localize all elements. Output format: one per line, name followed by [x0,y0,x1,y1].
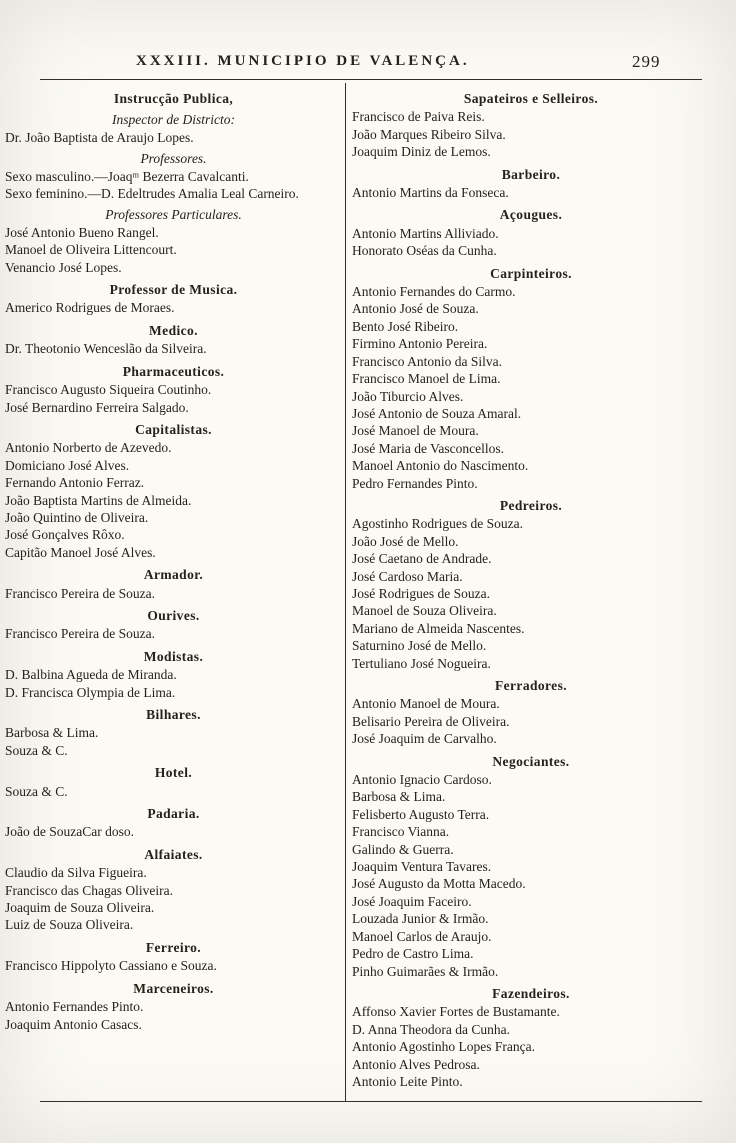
directory-entry: Galindo & Guerra. [352,841,454,857]
directory-entry: Antonio Leite Pinto. [352,1073,463,1089]
directory-entry: Mariano de Almeida Nascentes. [352,620,525,636]
directory-entry: D. Francisca Olympia de Lima. [5,684,176,700]
directory-entry: Pedro de Castro Lima. [352,946,474,962]
section-heading: Bilhares. [146,707,201,722]
directory-entry: José Caetano de Andrade. [352,551,492,567]
directory-entry: João Tiburcio Alves. [352,388,464,404]
directory-entry: Barbosa & Lima. [352,789,446,805]
directory-entry: D. Anna Theodora da Cunha. [352,1021,510,1037]
section-heading: Açougues. [499,207,563,223]
column-right [352,85,710,1090]
section-heading: Professor de Musica. [109,282,238,298]
directory-entry: Francisco de Paiva Reis. [352,109,485,125]
directory-entry: José Gonçalves Rôxo. [5,527,125,543]
section-heading: Padaria. [147,806,200,822]
directory-entry: Antonio Ignacio Cardoso. [352,772,492,788]
directory-entry: Sexo masculino.—Joaqᵐ Bezerra Cavalcanti. [5,168,249,184]
section-heading: Armador. [143,567,204,583]
directory-entry: José Augusto da Motta Macedo. [352,876,526,892]
section-heading: Capitalistas. [135,421,212,437]
section-heading: Barbeiro. [501,166,561,182]
directory-entry: João Marques Ribeiro Silva. [352,126,506,142]
section-subheading: Professores Particulares. [105,207,242,223]
directory-entry: Belisario Pereira de Oliveira. [352,713,510,729]
section-heading: Fazendeiros. [492,985,570,1001]
directory-entry: Manoel de Souza Oliveira. [352,603,497,619]
directory-entry: Francisco Pereira de Souza. [5,585,155,601]
directory-entry: Tertuliano José Nogueira. [352,655,491,671]
section-heading: Sapateiros e Selleiros. [463,91,599,106]
column-left [5,85,342,1033]
directory-entry: Dr. João Baptista de Araujo Lopes. [5,129,194,145]
page-number: 299 [632,52,661,71]
directory-entry: Antonio Fernandes do Carmo. [352,284,516,300]
directory-entry: Venancio José Lopes. [5,259,122,275]
directory-entry: Manoel Carlos de Araujo. [352,928,492,944]
directory-entry: Francisco Vianna. [352,824,450,840]
directory-entry: Luiz de Souza Oliveira. [5,917,134,933]
section-heading: Negociantes. [492,753,570,769]
directory-entry: José Joaquim Faceiro. [352,893,472,909]
directory-entry: Dr. Theotonio Wenceslão da Silveira. [5,341,207,357]
directory-entry: Claudio da Silva Figueira. [5,865,147,881]
directory-entry: Pinho Guimarães & Irmão. [352,963,499,979]
directory-entry: Joaquim Ventura Tavares. [352,859,492,875]
directory-entry: Francisco das Chagas Oliveira. [5,882,173,898]
directory-entry: Sexo feminino.—D. Edeltrudes Amalia Leal Carneiro. [5,186,299,202]
directory-entry: Joaquim Antonio Casacs. [5,1016,142,1032]
section-heading: Alfaiates. [144,846,203,862]
directory-entry: Pedro Fernandes Pinto. [352,475,478,491]
directory-entry: Affonso Xavier Fortes de Bustamante. [352,1004,560,1020]
directory-entry: Honorato Oséas da Cunha. [352,243,497,259]
section-heading: Ferreiro. [145,939,202,955]
section-subheading: Professores. [140,151,207,167]
directory-entry: Francisco Manoel de Lima. [352,371,501,387]
directory-entry: José Maria de Vasconcellos. [352,440,504,456]
directory-entry: Bento José Ribeiro. [352,318,459,334]
column-divider [345,83,346,1101]
directory-entry: Antonio Martins Alliviado. [352,225,499,241]
directory-entry: João José de Mello. [352,533,459,549]
directory-entry: José Bernardino Ferreira Salgado. [5,399,189,415]
directory-entry: João Quintino de Oliveira. [5,509,149,525]
section-heading: Ferradores. [495,678,567,693]
directory-entry: Souza & C. [5,742,68,758]
directory-entry: Domiciano José Alves. [5,457,130,473]
section-subheading: Inspector de Districto: [112,112,235,128]
directory-entry: José Rodrigues de Souza. [352,585,490,601]
directory-entry: Manoel Antonio do Nascimento. [352,458,529,474]
page-header-title: XXXIII. MUNICIPIO DE VALENÇA. [136,53,470,69]
directory-entry: Joaquim de Souza Oliveira. [5,900,155,916]
directory-entry: João Baptista Martins de Almeida. [5,492,192,508]
directory-entry: Antonio Fernandes Pinto. [5,999,144,1015]
directory-entry: Barbosa & Lima. [5,725,99,741]
directory-entry: Francisco Augusto Siqueira Coutinho. [5,382,212,398]
directory-entry: Firmino Antonio Pereira. [352,336,488,352]
directory-entry: João de SouzaCar doso. [5,824,134,840]
directory-entry: Joaquim Diniz de Lemos. [352,144,491,160]
directory-entry: Francisco Antonio da Silva. [352,353,502,369]
directory-entry: Antonio Norberto de Azevedo. [5,440,172,456]
directory-entry: Antonio Agostinho Lopes França. [352,1039,535,1055]
directory-entry: Antonio Martins da Fonseca. [352,185,509,201]
directory-entry: Saturnino José de Mello. [352,638,487,654]
section-heading: Pedreiros. [499,497,563,513]
directory-entry: José Antonio Bueno Rangel. [5,224,159,240]
directory-entry: Americo Rodrigues de Moraes. [5,300,175,316]
section-heading: Medico. [149,322,198,338]
footer-rule [40,1101,702,1102]
section-heading: Ourives. [147,607,200,623]
directory-entry: Agostinho Rodrigues de Souza. [352,516,523,532]
directory-entry: Souza & C. [5,783,68,799]
directory-entry: José Joaquim de Carvalho. [352,731,497,747]
directory-entry: José Cardoso Maria. [352,568,463,584]
section-heading: Instrucção Publica, [113,91,234,106]
directory-entry: Louzada Junior & Irmão. [352,911,489,927]
directory-entry: Antonio Alves Pedrosa. [352,1056,480,1072]
header-rule [40,79,702,80]
section-heading: Carpinteiros. [490,265,572,281]
directory-entry: Manoel de Oliveira Littencourt. [5,242,177,258]
directory-entry: Capitão Manoel José Alves. [5,544,156,560]
directory-entry: D. Balbina Agueda de Miranda. [5,667,177,683]
section-heading: Pharmaceuticos. [122,363,225,379]
directory-entry: José Manoel de Moura. [352,423,479,439]
directory-entry: Antonio José de Souza. [352,301,479,317]
directory-entry: Fernando Antonio Ferraz. [5,475,145,491]
section-heading: Modistas. [143,648,204,664]
directory-entry: Francisco Hippolyto Cassiano e Souza. [5,958,217,974]
directory-entry: Antonio Manoel de Moura. [352,696,500,712]
directory-entry: Francisco Pereira de Souza. [5,626,155,642]
directory-entry: José Antonio de Souza Amaral. [352,405,522,421]
section-heading: Marceneiros. [133,980,214,996]
directory-entry: Felisberto Augusto Terra. [352,806,490,822]
section-heading: Hotel. [154,765,193,781]
